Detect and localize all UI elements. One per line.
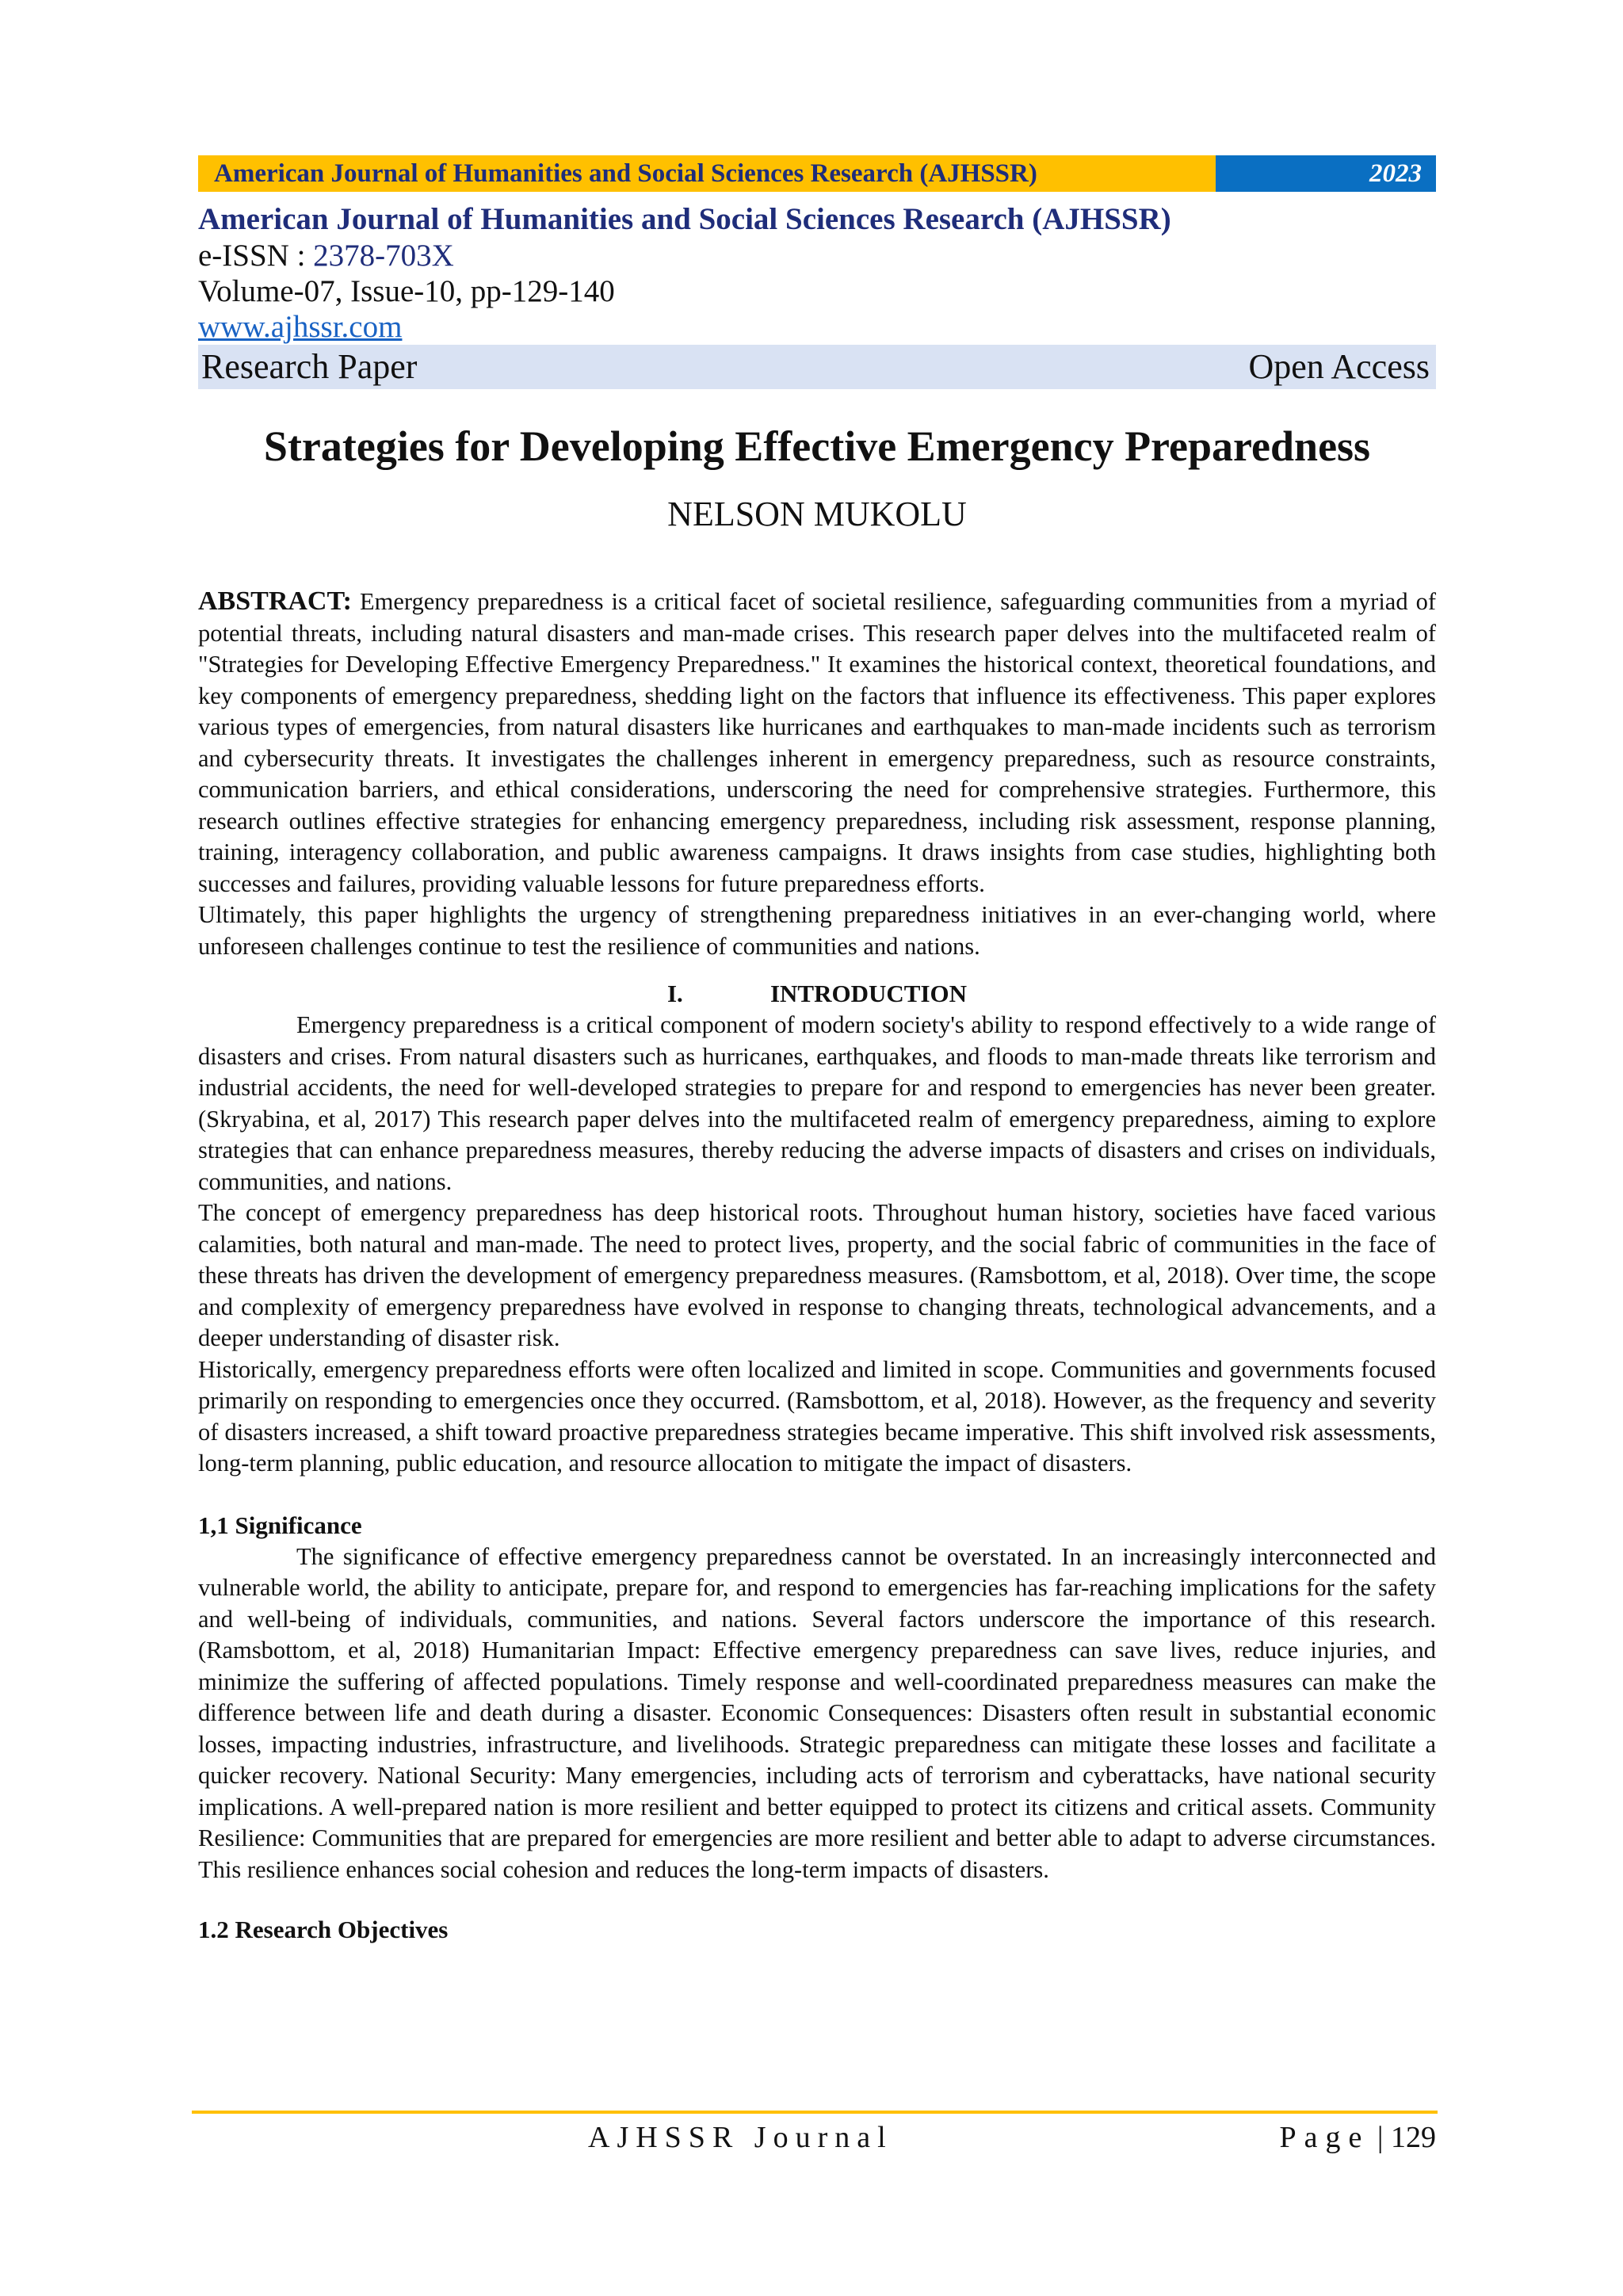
paper-title: Strategies for Developing Effective Emergency Preparedness xyxy=(263,422,1371,470)
website-link[interactable]: www.ajhssr.com xyxy=(198,310,403,344)
section-title: INTRODUCTION xyxy=(769,980,968,1007)
footer-journal: AJHSSR Journal xyxy=(588,2121,893,2154)
volume-line: Volume-07, Issue-10, pp-129-140 xyxy=(198,274,615,308)
objectives-heading: 1.2 Research Objectives xyxy=(198,1916,449,1943)
journal-banner xyxy=(198,155,1436,192)
paper-author: NELSON MUKOLU xyxy=(667,495,967,533)
issn-value: 2378-703X xyxy=(313,239,454,273)
intro-paragraph-2: The concept of emergency preparedness has deep historical roots. Throughout human history, societies have faced various calamities, both natural and man-made. The need to protect lives, property, and the social fabric of communities in the face of these threats has driven the development of emergency preparedness measures. (Ramsbottom, et al, 2018). Over time, the scope and complexity of emergency preparedness have evolved in response to changing threats, technological advancements, and a deeper understanding of disaster risk. xyxy=(198,1199,1436,1351)
abstract xyxy=(198,586,1436,962)
access-type: Open Access xyxy=(1248,347,1430,386)
abstract-paragraph xyxy=(198,586,1436,900)
footer-separator: | xyxy=(1377,2121,1384,2154)
banner-year: 2023 xyxy=(1216,155,1436,192)
significance-body xyxy=(198,1541,1436,1886)
paper-type-bar xyxy=(198,345,1436,389)
section-number: I. xyxy=(666,980,683,1007)
abstract-paragraph-2: Ultimately, this paper highlights the urgency of strengthening preparedness initiatives in an ever-changing world, where unforeseen challenges continue to test the resilience of communities and nations. xyxy=(198,901,1436,960)
paper-type: Research Paper xyxy=(201,347,418,386)
banner-journal-title: American Journal of Humanities and Social Sciences Research (AJHSSR) xyxy=(198,155,1216,192)
introduction-body xyxy=(198,1010,1436,1480)
issn-line xyxy=(198,238,1436,273)
journal-name: American Journal of Humanities and Social Sciences Research (AJHSSR) xyxy=(198,202,1171,236)
issn-label: e-ISSN : xyxy=(198,239,314,273)
intro-paragraph-1: Emergency preparedness is a critical component of modern society's ability to respond effectively to a wide range of disasters and crises. From natural disasters such as hurricanes, earthquakes, and floods to man-made threats like terrorism and industrial accidents, the need for well-developed strategies to prepare for and respond to emergencies has never been greater. (Skryabina, et al, 2017) This research paper delves into the multifaceted realm of emergency preparedness, aiming to explore strategies that can enhance preparedness measures, thereby reducing the adverse impacts of disasters and crises on individuals, communities, and nations. xyxy=(198,1011,1436,1195)
intro-paragraph-3: Historically, emergency preparedness efforts were often localized and limited in scope. Communities and governments focused primarily on responding to emergencies once they occurred. (Ramsbottom, et al, 2018). However, as the frequency and severity of disasters increased, a shift toward proactive preparedness strategies became imperative. This shift involved risk assessments, long-term planning, public education, and resource allocation to mitigate the impact of disasters. xyxy=(198,1355,1436,1477)
introduction-heading xyxy=(198,978,1436,1010)
paper-page xyxy=(198,155,1436,1946)
significance-heading: 1,1 Significance xyxy=(198,1511,362,1539)
footer-page-label: Page xyxy=(1279,2121,1370,2154)
significance-paragraph: The significance of effective emergency preparedness cannot be overstated. In an increasingly interconnected and vulnerable world, the ability to anticipate, prepare for, and respond to emergencies has far-reaching implications for the safety and well-being of individuals, communities, and nations. Several factors underscore the importance of this research. (Ramsbottom, et al, 2018) Humanitarian Impact: Effective emergency preparedness can save lives, reduce injuries, and minimize the suffering of affected populations. Timely response and well-coordinated preparedness measures can make the difference between life and death during a disaster. Economic Consequences: Disasters often result in substantial economic losses, impacting industries, infrastructure, and livelihoods. Strategic preparedness can mitigate these losses and facilitate a quicker recovery. National Security: Many emergencies, including acts of terrorism and cyberattacks, have national security implications. A well-prepared nation is more resilient and better equipped to protect its citizens and critical assets. Community Resilience: Communities that are prepared for emergencies are more resilient and better able to adapt to adverse circumstances. This resilience enhances social cohesion and reduces the long-term impacts of disasters. xyxy=(198,1542,1436,1883)
abstract-text: Emergency preparedness is a critical facet of societal resilience, safeguarding communities from a myriad of potential threats, including natural disasters and man-made crises. This research paper delves into the multifaceted realm of "Strategies for Developing Effective Emergency Preparedness." It examines the historical context, theoretical foundations, and key components of emergency preparedness, shedding light on the factors that influence its effectiveness. This paper explores various types of emergencies, from natural disasters like hurricanes and earthquakes to man-made incidents such as terrorism and cybersecurity threats. It investigates the challenges inherent in emergency preparedness, such as resource constraints, communication barriers, and ethical considerations, underscoring the need for comprehensive strategies. Furthermore, this research outlines effective strategies for enhancing emergency preparedness, including risk assessment, response planning, training, interagency collaboration, and public awareness campaigns. It draws insights from case studies, highlighting both successes and failures, providing valuable lessons for future preparedness efforts. xyxy=(198,588,1436,897)
footer-divider xyxy=(192,2111,1438,2114)
footer-page-number: 129 xyxy=(1391,2121,1436,2154)
footer-page xyxy=(1280,2118,1436,2157)
abstract-label: ABSTRACT: xyxy=(198,586,352,616)
